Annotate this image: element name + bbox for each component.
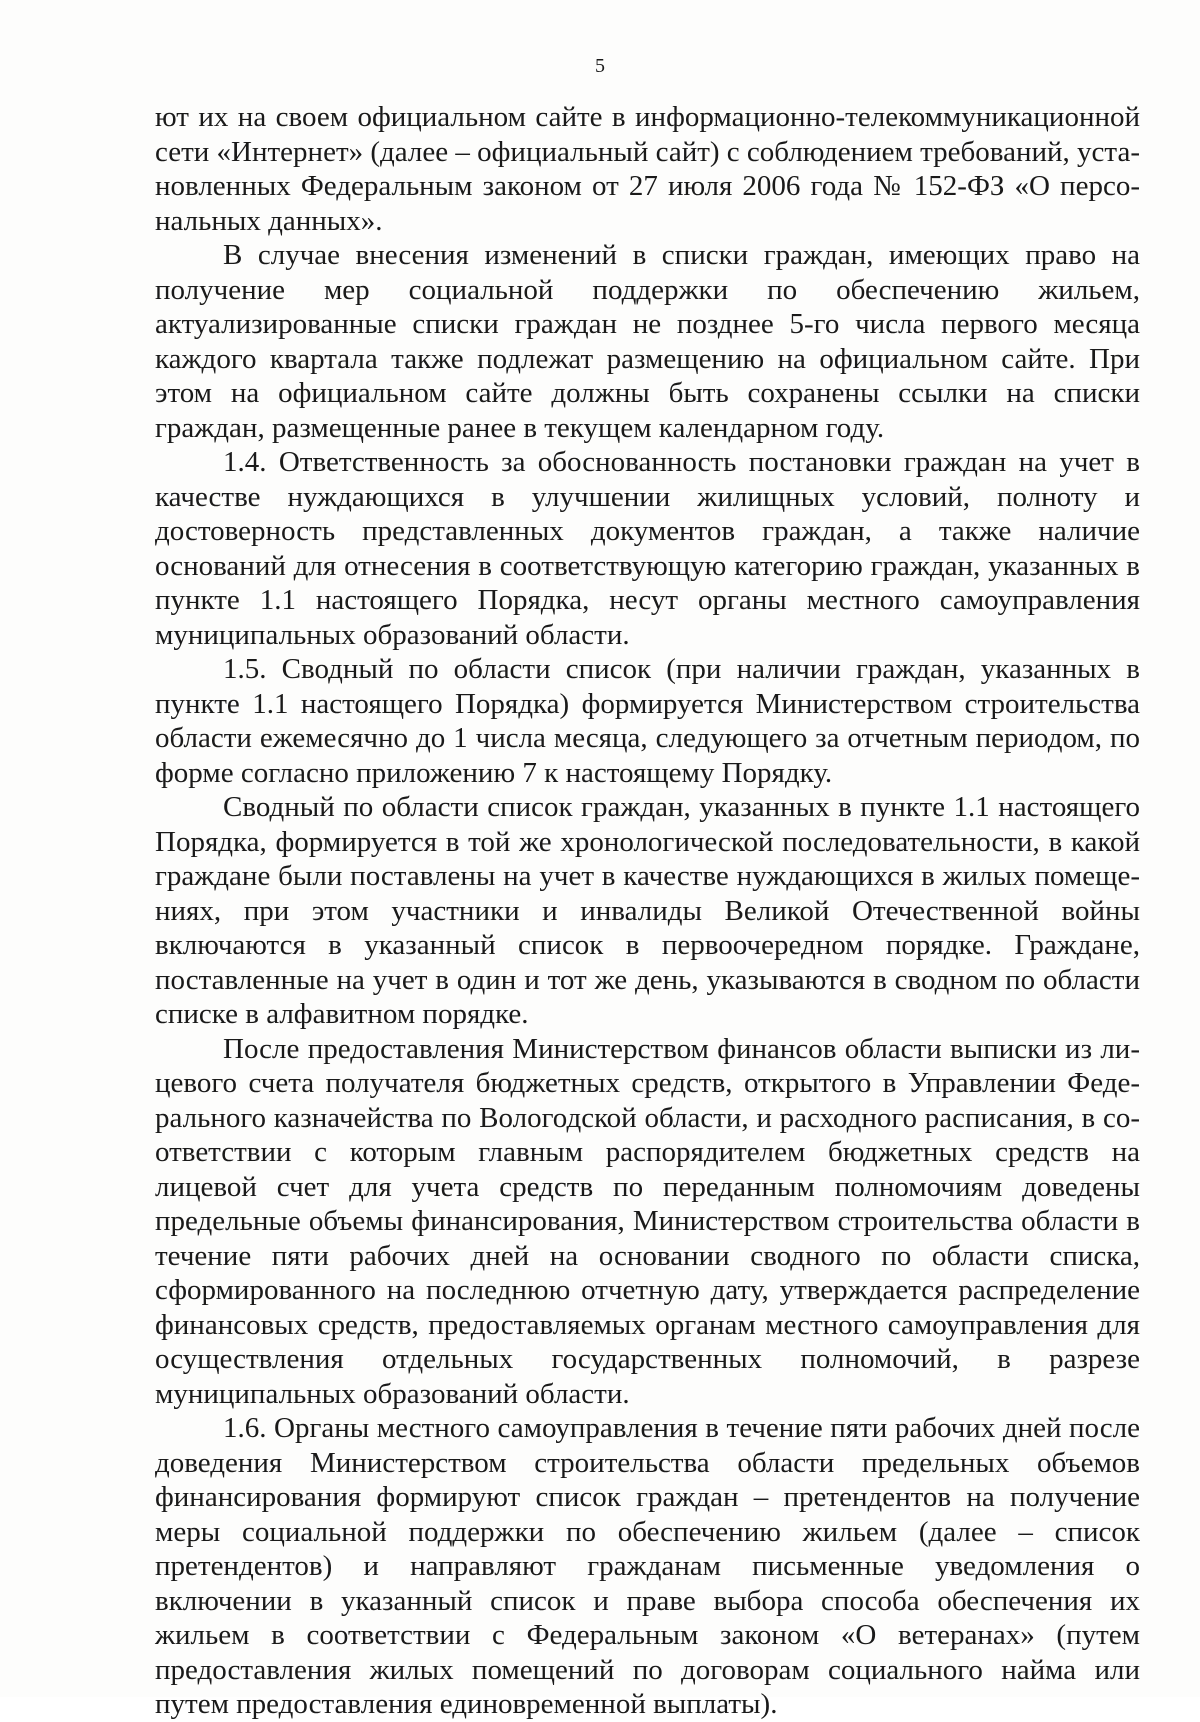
- page-number: 5: [595, 55, 605, 77]
- paragraph-funding-distribution: После предоставления Министерством финансов области выписки из лицевого счета получателя бюджетных средств, открытого в Управлении Федерального казначейства по Вологодской области, и расходного расписания, в соответствии с которым главным распорядителем бюджетных средств на лицевой счет для учета средств по переданным полномочиям доведены предельные объемы финансирования, Министерством строительства области в течение пяти рабочих дней на основании сводного по области списка, сформированного на последнюю отчетную дату, утверждается распределение финансовых средств, предоставляемых органам местного самоуправления для осуществления отдельных государственных полномочий, в разрезе муниципальных образований области.: [155, 1032, 1140, 1410]
- document-body: [155, 100, 1140, 1722]
- paragraph-1-4-responsibility: 1.4. Ответственность за обоснованность постановки граждан на учет в качестве нуждающихся в улучшении жилищных условий, полноту и достоверность представленных документов граждан, а также наличие оснований для отнесения в соответствующую категорию граждан, указанных в пункте 1.1 настоящего Порядка, несут органы местного самоуправления муниципальных образований области.: [155, 446, 1140, 651]
- paragraph-chronological-order: Сводный по области список граждан, указанных в пункте 1.1 настоящего Порядка, формируется в той же хронологической последовательности, в какой граждане были поставлены на учет в качестве нуждающихся в жилых помещениях, при этом участники и инвалиды Великой Отечественной войны включаются в указанный список в первоочередном порядке. Граждане, поставленные на учет в один и тот же день, указываются в сводном по области списке в алфавитном порядке.: [155, 791, 1140, 1030]
- paragraph-continuation: ют их на своем официальном сайте в информационно-телекоммуникационной сети «Интернет» (далее – официальный сайт) с соблюдением требований, установленных Федеральным законом от 27 июля 2006 года № 152-ФЗ «О персональных данных».: [155, 101, 1140, 237]
- paragraph-list-updates: В случае внесения изменений в списки граждан, имеющих право на получение мер социальной поддержки по обеспечению жильем, актуализированные списки граждан не позднее 5-го числа первого месяца каждого квартала также подлежат размещению на официальном сайте. При этом на официальном сайте должны быть сохранены ссылки на списки граждан, размещенные ранее в текущем календарном году.: [155, 239, 1140, 444]
- paragraph-1-5-consolidated-list: 1.5. Сводный по области список (при наличии граждан, указанных в пункте 1.1 настоящего Порядка) формируется Министерством строительства области ежемесячно до 1 числа месяца, следующего за отчетным периодом, по форме согласно приложению 7 к настоящему Порядку.: [155, 653, 1140, 789]
- paragraph-1-6-candidates-list: 1.6. Органы местного самоуправления в течение пяти рабочих дней после доведения Министерством строительства области предельных объемов финансирования формируют список граждан – претендентов на получение меры социальной поддержки по обеспечению жильем (далее – список претендентов) и направляют гражданам письменные уведомления о включении в указанный список и праве выбора способа обеспечения их жильем в соответствии с Федеральным законом «О ветеранах» (путем предоставления жилых помещений по договорам социального найма или путем предоставления единовременной выплаты).: [155, 1412, 1140, 1720]
